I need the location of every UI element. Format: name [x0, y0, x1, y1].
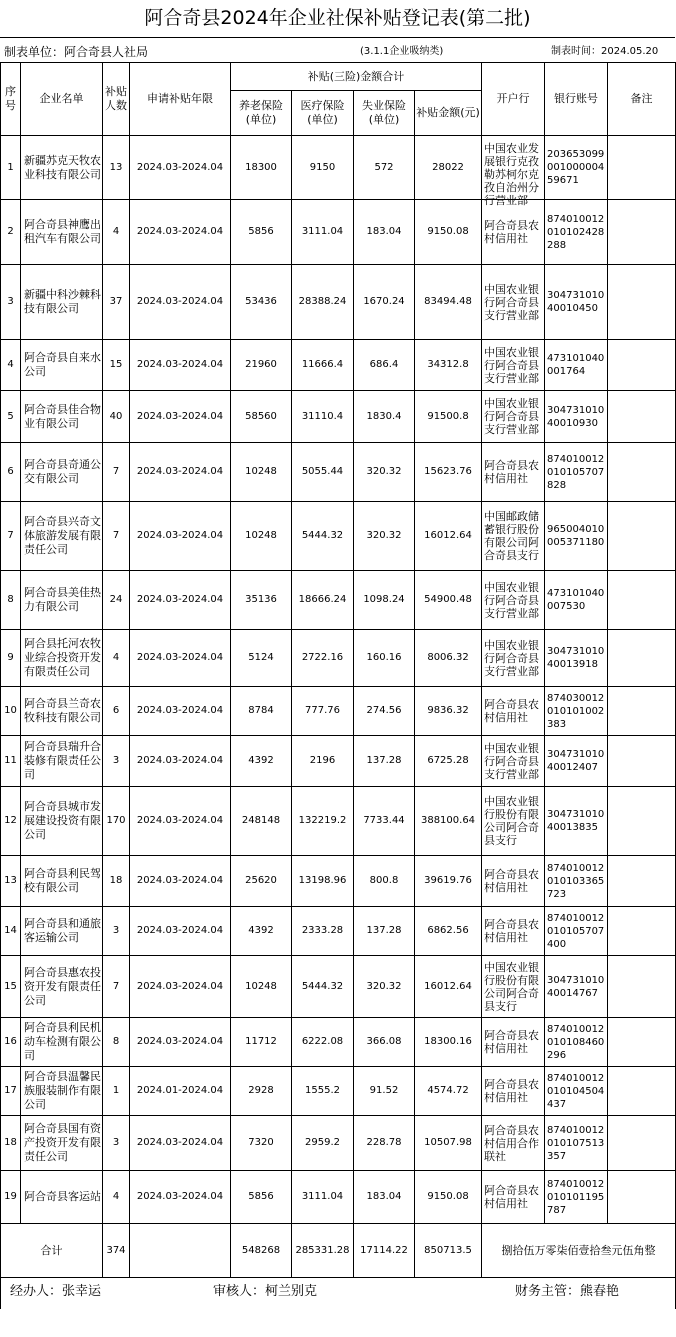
row-medical: 6222.08: [292, 1018, 354, 1067]
row-unemployment: 572: [354, 136, 415, 200]
row-bank-text: 中国农业银行阿合奇县支行营业部: [484, 397, 540, 436]
row-pension: 21960: [231, 340, 292, 391]
row-medical: 31110.4: [292, 391, 354, 443]
row-remark: [608, 502, 676, 571]
row-unemployment: 1830.4: [354, 391, 415, 443]
row-unemployment: 91.52: [354, 1067, 415, 1116]
row-remark: [608, 736, 676, 787]
row-account: [545, 1171, 608, 1224]
row-pension: 8784: [231, 687, 292, 736]
row-account: [545, 687, 608, 736]
row-account-text: 874010012010102428288: [547, 213, 605, 251]
row-pension: 25620: [231, 856, 292, 907]
row-people: 4: [103, 200, 130, 265]
row-remark: [608, 856, 676, 907]
row-medical: 3111.04: [292, 200, 354, 265]
row-remark: [608, 907, 676, 956]
row-bank: [482, 136, 545, 207]
row-account: [545, 907, 608, 956]
row-period: 2024.03-2024.04: [130, 1171, 231, 1224]
row-account: [545, 856, 608, 907]
row-seq: 3: [1, 265, 21, 340]
row-pension: 5856: [231, 200, 292, 265]
row-company: 阿合奇县美佳热力有限公司: [21, 571, 103, 630]
header-medical: 医疗保险(单位): [292, 91, 354, 136]
row-bank: [482, 443, 545, 502]
row-seq: 13: [1, 856, 21, 907]
row-bank: [482, 502, 545, 571]
row-account: [545, 391, 608, 443]
row-company: 阿合奇县兰奇农牧科技有限公司: [21, 687, 103, 736]
row-unemployment: 320.32: [354, 443, 415, 502]
row-people: 4: [103, 630, 130, 687]
row-seq: 9: [1, 630, 21, 687]
row-remark: [608, 136, 676, 200]
row-medical: 3111.04: [292, 1171, 354, 1224]
row-company: 阿合奇县利民机动车检测有限公司: [21, 1018, 103, 1067]
row-people: 7: [103, 502, 130, 571]
row-company: 新疆苏克天牧农业科技有限公司: [21, 136, 103, 200]
row-company: 阿合奇县自来水公司: [21, 340, 103, 391]
table-row: [1, 265, 676, 340]
row-people: 7: [103, 443, 130, 502]
finance-signature: 财务主管：熊春艳: [515, 1284, 620, 1299]
row-account: [545, 571, 608, 630]
row-account: [545, 340, 608, 391]
row-amount: 39619.76: [415, 856, 482, 907]
table-row: [1, 443, 676, 502]
row-company: 新疆中科沙棘科技有限公司: [21, 265, 103, 340]
total-label: 合计: [1, 1224, 103, 1278]
row-pension: 5124: [231, 630, 292, 687]
row-account: [545, 200, 608, 265]
row-seq: 11: [1, 736, 21, 787]
row-seq: 2: [1, 200, 21, 265]
row-seq: 4: [1, 340, 21, 391]
row-unemployment: 274.56: [354, 687, 415, 736]
row-account-text: 473101040007530: [547, 588, 605, 612]
row-amount: 9150.08: [415, 1171, 482, 1224]
header-account: 银行账号: [545, 63, 608, 136]
row-company: 阿合奇县和通旅客运输公司: [21, 907, 103, 956]
row-bank: [482, 956, 545, 1018]
row-unemployment: 1670.24: [354, 265, 415, 340]
row-account: [545, 787, 608, 856]
row-amount: 9150.08: [415, 200, 482, 265]
table-row: [1, 687, 676, 736]
row-bank-text: 阿合奇县农村信用社: [484, 219, 540, 245]
row-bank: [482, 856, 545, 907]
row-medical: 13198.96: [292, 856, 354, 907]
row-account-text: 30473101040012407: [547, 749, 605, 773]
table-row: [1, 856, 676, 907]
row-account: [545, 956, 608, 1018]
row-medical: 2722.16: [292, 630, 354, 687]
row-bank: [482, 1067, 545, 1116]
row-unemployment: 320.32: [354, 502, 415, 571]
row-bank: [482, 787, 545, 856]
category-note: (3.1.1企业吸纳类): [360, 46, 444, 57]
row-people: 170: [103, 787, 130, 856]
row-medical: 5444.32: [292, 502, 354, 571]
table-row: [1, 907, 676, 956]
row-unemployment: 137.28: [354, 907, 415, 956]
row-company: 阿合奇县兴奇文体旅游发展有限责任公司: [21, 502, 103, 571]
row-amount: 4574.72: [415, 1067, 482, 1116]
row-medical: 5444.32: [292, 956, 354, 1018]
row-people: 3: [103, 1116, 130, 1171]
row-bank: [482, 200, 545, 265]
row-account-text: 30473101040013918: [547, 646, 605, 670]
row-unemployment: 320.32: [354, 956, 415, 1018]
row-period: 2024.03-2024.04: [130, 391, 231, 443]
row-bank: [482, 736, 545, 787]
table-row: [1, 1018, 676, 1067]
header-bank: 开户行: [482, 63, 545, 136]
row-seq: 18: [1, 1116, 21, 1171]
table-row: [1, 956, 676, 1018]
row-account-text: 30473101040013835: [547, 809, 605, 833]
row-account: [545, 1116, 608, 1171]
row-period: 2024.03-2024.04: [130, 1116, 231, 1171]
row-account: [545, 265, 608, 340]
row-company: 阿合奇县国有资产投资开发有限责任公司: [21, 1116, 103, 1171]
row-bank-text: 阿合奇县农村信用社: [484, 868, 540, 894]
row-period: 2024.03-2024.04: [130, 265, 231, 340]
row-pension: 4392: [231, 736, 292, 787]
row-seq: 15: [1, 956, 21, 1018]
row-unemployment: 137.28: [354, 736, 415, 787]
row-pension: 58560: [231, 391, 292, 443]
row-pension: 7320: [231, 1116, 292, 1171]
row-account-text: 20365309900100000459671: [547, 149, 605, 186]
table-row: [1, 1171, 676, 1224]
row-remark: [608, 630, 676, 687]
row-company: 阿合奇县奇通公交有限公司: [21, 443, 103, 502]
row-period: 2024.03-2024.04: [130, 907, 231, 956]
row-bank-text: 阿合奇县农村信用社: [484, 1029, 540, 1055]
row-amount: 91500.8: [415, 391, 482, 443]
row-amount: 16012.64: [415, 502, 482, 571]
header-subsidy-group: 补贴(三险)金额合计: [231, 63, 482, 91]
row-period: 2024.03-2024.04: [130, 1018, 231, 1067]
row-unemployment: 183.04: [354, 1171, 415, 1224]
header-period: 申请补贴年限: [130, 63, 231, 136]
table-row: [1, 391, 676, 443]
row-account-text: 874010012010105707400: [547, 912, 605, 950]
header-amount: 补贴金额(元): [415, 91, 482, 136]
row-seq: 12: [1, 787, 21, 856]
row-account-text: 874010012010105707828: [547, 453, 605, 491]
row-remark: [608, 265, 676, 340]
header-company: 企业名单: [21, 63, 103, 136]
row-bank-text: 阿合奇县农村信用社: [484, 459, 540, 485]
row-period: 2024.03-2024.04: [130, 687, 231, 736]
row-medical: 2196: [292, 736, 354, 787]
row-remark: [608, 200, 676, 265]
row-account-text: 30473101040014767: [547, 974, 605, 999]
row-people: 3: [103, 736, 130, 787]
table-row: [1, 340, 676, 391]
header-pension: 养老保险(单位): [231, 91, 292, 136]
table-row: [1, 136, 676, 200]
row-seq: 19: [1, 1171, 21, 1224]
row-seq: 10: [1, 687, 21, 736]
table-row: [1, 1067, 676, 1116]
header-seq: 序号: [1, 63, 21, 136]
row-account: [545, 1018, 608, 1067]
table-row: [1, 571, 676, 630]
row-medical: 5055.44: [292, 443, 354, 502]
row-period: 2024.03-2024.04: [130, 630, 231, 687]
total-people: 374: [103, 1224, 130, 1278]
table-row: [1, 1116, 676, 1171]
row-medical: 28388.24: [292, 265, 354, 340]
row-bank-text: 阿合奇县农村信用社: [484, 698, 540, 724]
header-remark: 备注: [608, 63, 676, 136]
row-period: 2024.01-2024.04: [130, 1067, 231, 1116]
issue-date: 制表时间：2024.05.20: [551, 46, 659, 57]
table-row: [1, 630, 676, 687]
row-people: 8: [103, 1018, 130, 1067]
subsidy-register-table: [0, 62, 676, 1309]
row-amount: 18300.16: [415, 1018, 482, 1067]
total-unemployment: 17114.22: [354, 1224, 415, 1278]
row-period: 2024.03-2024.04: [130, 136, 231, 200]
row-seq: 7: [1, 502, 21, 571]
row-company: 阿合奇县佳合物业有限公司: [21, 391, 103, 443]
row-pension: 11712: [231, 1018, 292, 1067]
row-account: [545, 502, 608, 571]
row-pension: 248148: [231, 787, 292, 856]
row-bank: [482, 571, 545, 630]
header-people: 补贴人数: [103, 63, 130, 136]
row-pension: 5856: [231, 1171, 292, 1224]
row-medical: 2333.28: [292, 907, 354, 956]
total-medical: 285331.28: [292, 1224, 354, 1278]
row-people: 37: [103, 265, 130, 340]
row-amount: 6725.28: [415, 736, 482, 787]
row-bank-text: 中国农业银行股份有限公司阿合奇县支行: [484, 795, 540, 847]
row-seq: 1: [1, 136, 21, 200]
row-medical: 18666.24: [292, 571, 354, 630]
row-bank: [482, 340, 545, 391]
row-remark: [608, 1018, 676, 1067]
row-pension: 2928: [231, 1067, 292, 1116]
row-pension: 10248: [231, 956, 292, 1018]
row-remark: [608, 391, 676, 443]
row-bank-text: 阿合奇县农村信用社: [484, 1078, 540, 1104]
row-medical: 11666.4: [292, 340, 354, 391]
row-amount: 54900.48: [415, 571, 482, 630]
header-unemployment: 失业保险(单位): [354, 91, 415, 136]
row-bank-text: 中国农业银行阿合奇县支行营业部: [484, 741, 540, 781]
row-account: [545, 443, 608, 502]
row-people: 18: [103, 856, 130, 907]
row-people: 13: [103, 136, 130, 200]
row-bank-text: 中国农业银行阿合奇县支行营业部: [484, 638, 540, 678]
row-period: 2024.03-2024.04: [130, 502, 231, 571]
row-bank: [482, 1171, 545, 1224]
row-bank-text: 中国农业银行阿合奇县支行营业部: [484, 580, 540, 620]
row-account-text: 965004010005371180: [547, 524, 605, 548]
row-remark: [608, 956, 676, 1018]
row-remark: [608, 1171, 676, 1224]
table-row: [1, 736, 676, 787]
row-seq: 16: [1, 1018, 21, 1067]
row-period: 2024.03-2024.04: [130, 856, 231, 907]
row-bank: [482, 391, 545, 443]
row-bank: [482, 907, 545, 956]
row-account-text: 473101040001764: [547, 353, 605, 377]
row-remark: [608, 1116, 676, 1171]
total-period-empty: [130, 1224, 231, 1278]
document-title: 阿合奇县2024年企业社保补贴登记表(第二批): [0, 0, 675, 38]
row-seq: 14: [1, 907, 21, 956]
row-unemployment: 800.8: [354, 856, 415, 907]
handler-signature: 经办人：张幸运: [10, 1284, 102, 1299]
row-amount: 83494.48: [415, 265, 482, 340]
row-seq: 5: [1, 391, 21, 443]
row-account-text: 874010012010101195787: [547, 1178, 605, 1216]
row-account: [545, 1067, 608, 1116]
row-unemployment: 1098.24: [354, 571, 415, 630]
row-bank: [482, 687, 545, 736]
row-people: 7: [103, 956, 130, 1018]
row-account-text: 874010012010104504437: [547, 1072, 605, 1110]
row-bank-text: 中国农业银行阿合奇县支行营业部: [484, 282, 540, 322]
row-unemployment: 228.78: [354, 1116, 415, 1171]
row-account: [545, 136, 608, 200]
row-account: [545, 630, 608, 687]
row-people: 3: [103, 907, 130, 956]
row-amount: 6862.56: [415, 907, 482, 956]
row-amount: 28022: [415, 136, 482, 200]
row-bank: [482, 1116, 545, 1171]
row-people: 6: [103, 687, 130, 736]
row-account-text: 874010012010103365723: [547, 862, 605, 900]
row-company: 阿合奇县客运站: [21, 1171, 103, 1224]
row-amount: 16012.64: [415, 956, 482, 1018]
row-bank-text: 中国农业发展银行克孜勒苏柯尔克孜自治州分行营业部: [484, 141, 540, 207]
row-medical: 1555.2: [292, 1067, 354, 1116]
row-people: 4: [103, 1171, 130, 1224]
issuing-unit: 制表单位：阿合奇县人社局: [4, 45, 149, 59]
row-unemployment: 7733.44: [354, 787, 415, 856]
row-pension: 18300: [231, 136, 292, 200]
row-bank-text: 中国邮政储蓄银行股份有限公司阿合奇县支行: [484, 510, 540, 562]
total-amount-in-words: 捌拾伍万零柒佰壹拾叁元伍角整: [482, 1224, 676, 1278]
row-bank: [482, 630, 545, 687]
row-account-text: 30473101040010930: [547, 404, 605, 429]
row-medical: 2959.2: [292, 1116, 354, 1171]
row-pension: 10248: [231, 443, 292, 502]
row-amount: 10507.98: [415, 1116, 482, 1171]
row-pension: 35136: [231, 571, 292, 630]
row-period: 2024.03-2024.04: [130, 956, 231, 1018]
row-bank-text: 阿合奇县农村信用社: [484, 1184, 540, 1210]
row-seq: 17: [1, 1067, 21, 1116]
row-medical: 9150: [292, 136, 354, 200]
row-account: [545, 736, 608, 787]
row-seq: 6: [1, 443, 21, 502]
row-medical: 777.76: [292, 687, 354, 736]
row-remark: [608, 443, 676, 502]
row-bank-text: 阿合奇县农村信用社: [484, 918, 540, 944]
row-remark: [608, 340, 676, 391]
total-amount: 850713.5: [415, 1224, 482, 1278]
row-medical: 132219.2: [292, 787, 354, 856]
row-bank: [482, 1018, 545, 1067]
row-company: 阿合奇县利民驾校有限公司: [21, 856, 103, 907]
row-company: 阿合县托河农牧业综合投资开发有限责任公司: [21, 630, 103, 687]
row-amount: 8006.32: [415, 630, 482, 687]
row-amount: 34312.8: [415, 340, 482, 391]
row-amount: 15623.76: [415, 443, 482, 502]
row-remark: [608, 571, 676, 630]
row-company: 阿合奇县瑞升合装修有限责任公司: [21, 736, 103, 787]
row-account-text: 30473101040010450: [547, 290, 605, 314]
row-people: 40: [103, 391, 130, 443]
row-remark: [608, 687, 676, 736]
row-bank-text: 阿合奇县农村信用合作联社: [484, 1123, 540, 1163]
table-row: [1, 502, 676, 571]
row-pension: 53436: [231, 265, 292, 340]
row-period: 2024.03-2024.04: [130, 787, 231, 856]
table-row: [1, 200, 676, 265]
row-account-text: 874010012010107513357: [547, 1124, 605, 1162]
row-people: 1: [103, 1067, 130, 1116]
row-company: 阿合奇县温馨民族服装制作有限公司: [21, 1067, 103, 1116]
row-unemployment: 366.08: [354, 1018, 415, 1067]
row-bank: [482, 265, 545, 340]
row-seq: 8: [1, 571, 21, 630]
row-amount: 388100.64: [415, 787, 482, 856]
row-period: 2024.03-2024.04: [130, 736, 231, 787]
row-amount: 9836.32: [415, 687, 482, 736]
row-remark: [608, 787, 676, 856]
row-unemployment: 160.16: [354, 630, 415, 687]
table-row: [1, 787, 676, 856]
row-company: 阿合奇县城市发展建设投资有限公司: [21, 787, 103, 856]
row-period: 2024.03-2024.04: [130, 571, 231, 630]
total-pension: 548268: [231, 1224, 292, 1278]
row-people: 15: [103, 340, 130, 391]
row-unemployment: 686.4: [354, 340, 415, 391]
row-bank-text: 中国农业银行股份有限公司阿合奇县支行: [484, 960, 540, 1013]
row-account-text: 874030012010101002383: [547, 692, 605, 730]
row-company: 阿合奇县惠农投资开发有限责任公司: [21, 956, 103, 1018]
reviewer-signature: 审核人：柯兰别克: [213, 1284, 318, 1299]
row-bank-text: 中国农业银行阿合奇县支行营业部: [484, 345, 540, 385]
row-pension: 4392: [231, 907, 292, 956]
row-unemployment: 183.04: [354, 200, 415, 265]
row-pension: 10248: [231, 502, 292, 571]
row-remark: [608, 1067, 676, 1116]
row-account-text: 874010012010108460296: [547, 1023, 605, 1061]
row-people: 24: [103, 571, 130, 630]
row-period: 2024.03-2024.04: [130, 340, 231, 391]
row-period: 2024.03-2024.04: [130, 200, 231, 265]
row-period: 2024.03-2024.04: [130, 443, 231, 502]
row-company: 阿合奇县神鹰出租汽车有限公司: [21, 200, 103, 265]
